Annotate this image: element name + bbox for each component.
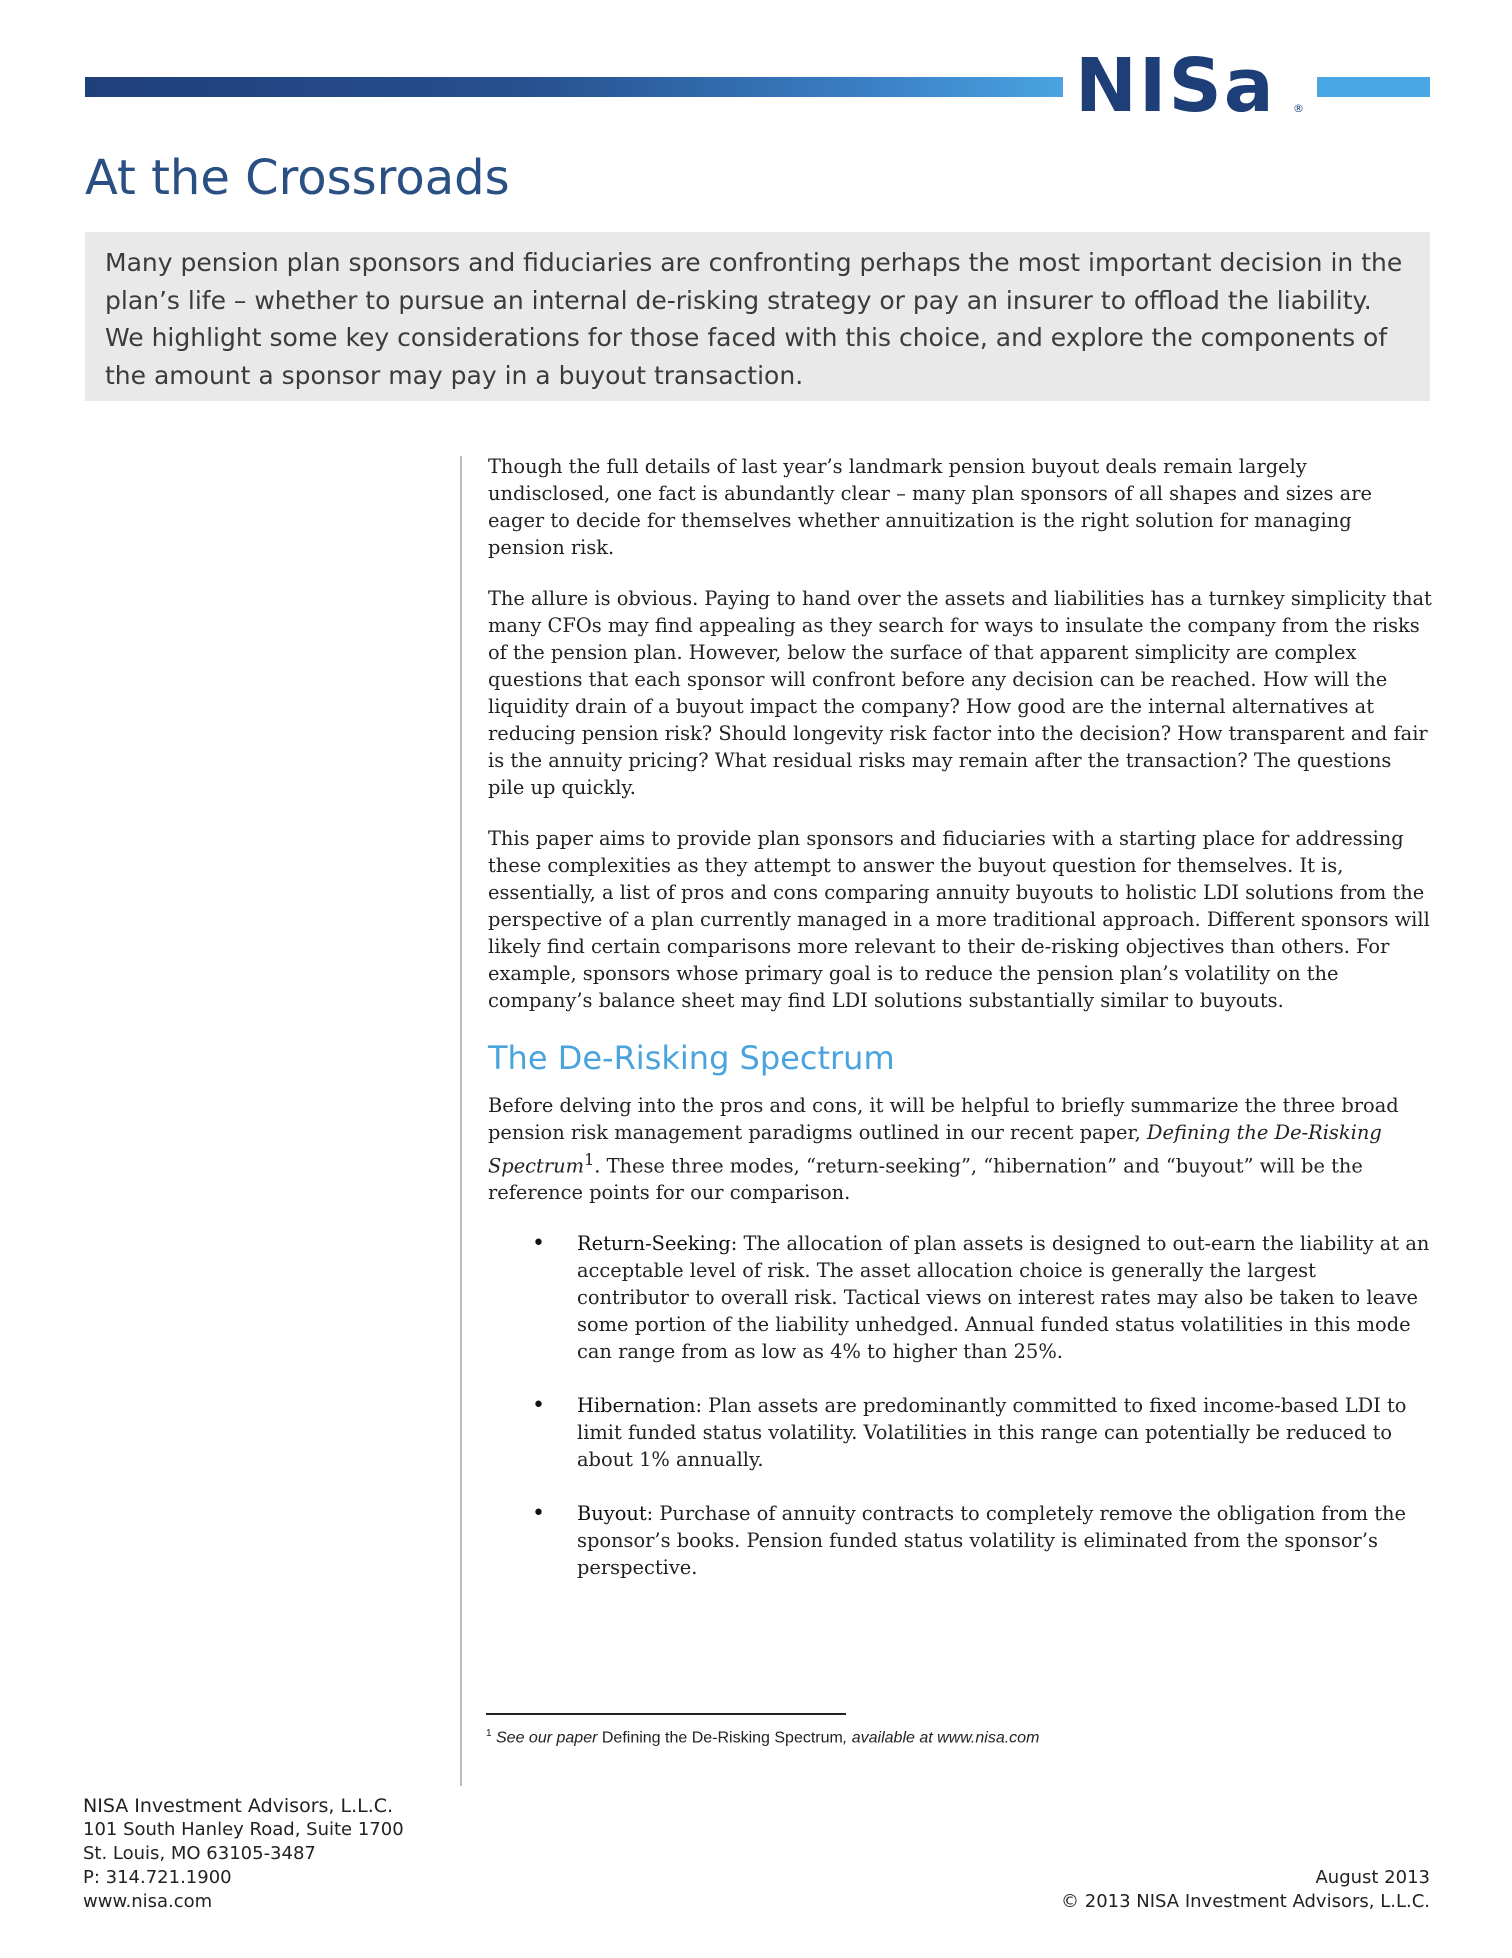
footnote-ref: 1 [583, 1150, 595, 1169]
bullet-text: : The allocation of plan assets is designed to out-earn the liability at an acceptable level of risk. The asset allocation choice is generally the largest contributor to overall risk. Tactical views on interest rates may also be taken to leave some portion of the liability unhedged. Annual funded status volatilities in this mode can range from as low as 4% to higher than 25%. [577, 1232, 1430, 1364]
logo-text: NISa [1075, 43, 1276, 129]
section-lead-after: . These three modes, “return-seeking”, “hibernation” and “buyout” will be the reference points for our comparison. [488, 1154, 1363, 1205]
bullet-icon: • [532, 1393, 545, 1419]
website-link[interactable]: www.nisa.com [83, 1891, 213, 1912]
column-divider [460, 456, 462, 1786]
phone: P: 314.721.1900 [83, 1867, 232, 1888]
section-heading: The De-Risking Spectrum [488, 1039, 895, 1077]
bullet-text: : Purchase of annuity contracts to completely remove the obligation from the sponsor’s books. Pension funded status volatility is eliminated from the sponsor’s perspective. [577, 1502, 1406, 1580]
bullet-text: : Plan assets are predominantly committed to fixed income-based LDI to limit funded status volatility. Volatilities in this range can potentially be reduced to about 1% annually. [577, 1394, 1407, 1472]
list-item [532, 1500, 1433, 1581]
header-bar-right [1317, 77, 1430, 97]
footnote-suffix: , available at www.nisa.com [842, 1729, 1040, 1747]
section-lead-before: Before delving into the pros and cons, it will be helpful to briefly summarize the three broad pension risk management paradigms outlined in our recent paper, [488, 1094, 1399, 1144]
intro-text: Many pension plan sponsors and fiduciaries are confronting perhaps the most important decision in the plan’s life – whether to pursue an internal de-risking strategy or pay an insurer to offload the liability. We highlight some key considerations for those faced with this choice, and explore the components of the amount a sponsor may pay in a buyout transaction. [105, 248, 1403, 390]
footer-date [1061, 1866, 1430, 1914]
publication-date: August 2013 [1315, 1867, 1430, 1888]
paragraph: The allure is obvious. Paying to hand over the assets and liabilities has a turnkey simplicity that many CFOs may find appealing as they search for ways to insulate the company from the risks of the pension plan. However, below the surface of that apparent simplicity are complex questions that each sponsor will confront before any decision can be reached. How will the liquidity drain of a buyout impact the company? How good are the internal alternatives at reducing pension risk? Should longevity risk factor into the decision? How transparent and fair is the annuity pricing? What residual risks may remain after the transaction? The questions pile up quickly. [488, 587, 1432, 799]
page-title: At the Crossroads [85, 150, 510, 206]
footnote-prefix: See our paper [491, 1729, 602, 1747]
footnote-title: Defining the De-Risking Spectrum [601, 1729, 843, 1747]
address-line: St. Louis, MO 63105-3487 [83, 1843, 316, 1864]
list-item [532, 1392, 1433, 1473]
footer-address [83, 1794, 404, 1914]
section-lead-italic: Defining the De-Risking Spectrum [488, 1121, 1382, 1178]
header-bar-left [85, 77, 1063, 97]
section-lead [488, 1092, 1433, 1206]
address-line: 101 South Hanley Road, Suite 1700 [83, 1819, 404, 1840]
paragraph: This paper aims to provide plan sponsors and fiduciaries with a starting place for addressing these complexities as they attempt to answer the buyout question for themselves. It is, essentially, a list of pros and cons comparing annuity buyouts to holistic LDI solutions from the perspective of a plan currently managed in a more traditional approach. Different sponsors will likely find certain comparisons more relevant to their de-risking objectives than others. For example, sponsors whose primary goal is to reduce the pension plan’s volatility on the company’s balance sheet may find LDI solutions substantially similar to buyouts. [488, 827, 1430, 1012]
bullet-term: Return-Seeking [577, 1232, 731, 1256]
footnote-rule [486, 1713, 846, 1715]
bullet-term: Hibernation [577, 1394, 696, 1418]
bullet-icon: • [532, 1501, 545, 1527]
body-column [488, 453, 1433, 1608]
footnote-number: 1 [486, 1728, 492, 1739]
nisa-logo [1075, 43, 1307, 129]
registered-mark: ® [1293, 102, 1304, 115]
footnote [486, 1728, 1039, 1747]
intro-box [85, 232, 1430, 401]
copyright: © 2013 NISA Investment Advisors, L.L.C. [1061, 1891, 1430, 1912]
paragraph: Though the full details of last year’s landmark pension buyout deals remain largely undisclosed, one fact is abundantly clear – many plan sponsors of all shapes and sizes are eager to decide for themselves whether annuitization is the right solution for managing pension risk. [488, 455, 1372, 559]
company-name: NISA Investment Advisors, L.L.C. [83, 1795, 394, 1817]
bullet-list [488, 1230, 1433, 1581]
bullet-term: Buyout [577, 1502, 647, 1526]
bullet-icon: • [532, 1231, 545, 1257]
list-item [532, 1230, 1433, 1365]
